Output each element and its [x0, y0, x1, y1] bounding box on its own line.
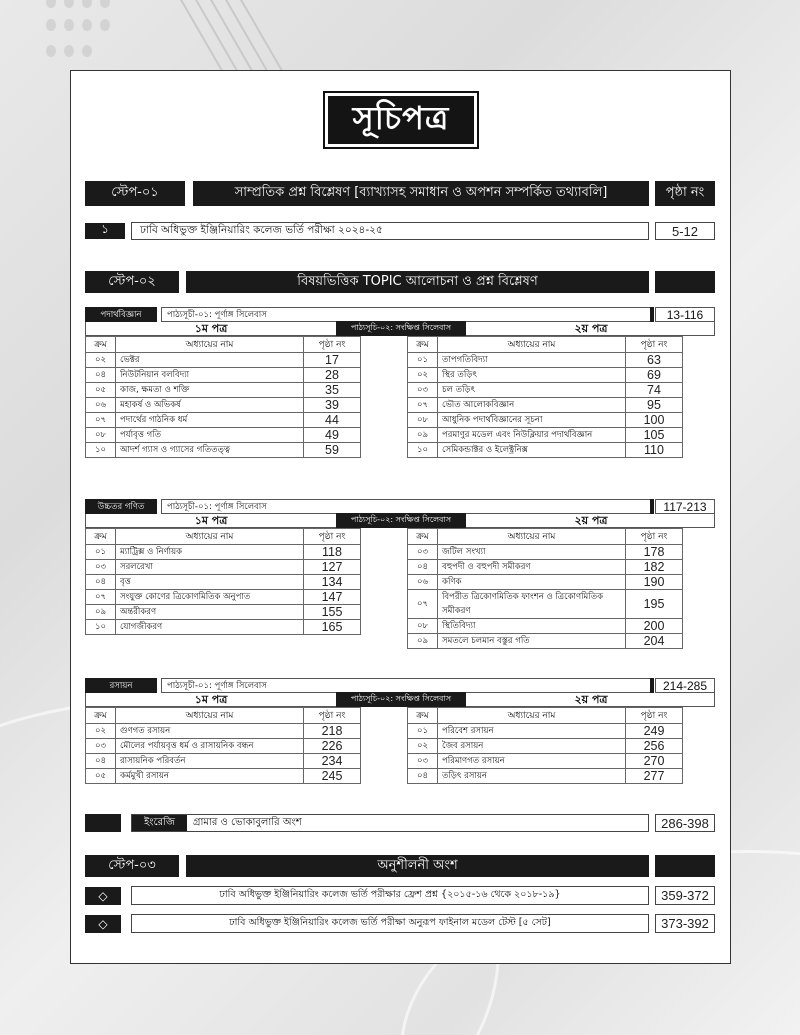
table-row[interactable]: [408, 428, 683, 443]
chapter-page: 155: [304, 605, 361, 620]
chapter-index: ০৪: [86, 368, 116, 383]
table-row[interactable]: [86, 739, 361, 754]
table-header-row: [408, 529, 683, 545]
col-page-header: পৃষ্ঠা নং: [304, 337, 361, 353]
table-row[interactable]: [86, 560, 361, 575]
chapter-index: ০১: [408, 353, 438, 368]
chapter-index: ০২: [408, 739, 438, 754]
diamond-bullet-icon: ◇: [85, 915, 121, 933]
table-row[interactable]: [408, 575, 683, 590]
paper2-label: ২য় পত্র: [574, 514, 608, 527]
table-header-row: [408, 708, 683, 724]
paper-header-row: [85, 514, 715, 528]
subject-section: [85, 499, 715, 648]
col-name-header: অধ্যায়ের নাম: [438, 529, 626, 545]
table-row[interactable]: [408, 368, 683, 383]
table-row[interactable]: [86, 383, 361, 398]
table-row[interactable]: [408, 383, 683, 398]
chapter-index: ০৪: [408, 560, 438, 575]
table-row[interactable]: [408, 634, 683, 649]
step3-item-pages: 373-392: [655, 914, 715, 933]
subject-header: [85, 499, 715, 514]
col-page-header: পৃষ্ঠা নং: [304, 529, 361, 545]
chapter-index: ০৫: [86, 769, 116, 784]
table-row[interactable]: [408, 398, 683, 413]
subject-header: [85, 307, 715, 322]
step3-title: অনুশীলনী অংশ: [186, 855, 649, 877]
step2-label: স্টেপ-০২: [85, 271, 179, 293]
english-marker: [85, 814, 121, 832]
paper1-table: [85, 336, 361, 458]
chapter-index: ০৮: [408, 619, 438, 634]
chapter-page: 39: [304, 398, 361, 413]
chapter-name: মহাকর্ষ ও অভিকর্ষ: [116, 398, 304, 413]
col-name-header: অধ্যায়ের নাম: [116, 708, 304, 724]
chapter-page: 17: [304, 353, 361, 368]
chapter-page: 226: [304, 739, 361, 754]
chapter-name: পরমাণুর মডেল এবং নিউক্লিয়ার পদার্থবিজ্ঞান: [438, 428, 626, 443]
chapter-page: 182: [626, 560, 683, 575]
english-pages: 286-398: [655, 814, 715, 832]
col-index-header: ক্রম: [408, 529, 438, 545]
step2-page-box: [655, 271, 715, 293]
chapter-index: ০৩: [408, 754, 438, 769]
col-index-header: ক্রম: [86, 337, 116, 353]
chapter-page: 147: [304, 590, 361, 605]
subject-name: পদার্থবিজ্ঞান: [85, 307, 157, 322]
chapter-page: 110: [626, 443, 683, 458]
chapter-index: ০৯: [86, 605, 116, 620]
col-index-header: ক্রম: [408, 708, 438, 724]
step3-item-link[interactable]: ঢাবি অধিভুক্ত ইঞ্জিনিয়ারিং কলেজ ভর্তি পরীক্ষার ফ্রেশ প্রশ্ন {২০১৫-১৬ থেকে ২০১৮-১৯}: [131, 886, 649, 905]
chapter-name: বৃত্ত: [116, 575, 304, 590]
chapter-name: জটিল সংখ্যা: [438, 545, 626, 560]
chapter-index: ০৫: [86, 383, 116, 398]
subject-name: উচ্চতর গণিত: [85, 499, 157, 514]
chapter-index: ০৭: [408, 590, 438, 619]
chapter-name: তড়িৎ রসায়ন: [438, 769, 626, 784]
table-row[interactable]: [86, 428, 361, 443]
english-subject-name: ইংরেজি: [132, 815, 187, 831]
divider-bar: [650, 499, 654, 514]
chapter-index: ০১: [86, 545, 116, 560]
chapter-page: 69: [626, 368, 683, 383]
chapter-index: ০৪: [86, 754, 116, 769]
chapter-page: 195: [626, 590, 683, 619]
subject-name: রসায়ন: [85, 678, 157, 693]
table-row[interactable]: [86, 620, 361, 635]
subject-page-range: 214-285: [655, 678, 715, 693]
table-row[interactable]: [86, 590, 361, 605]
chapter-index: ১০: [408, 443, 438, 458]
table-row[interactable]: [408, 353, 683, 368]
col-name-header: অধ্যায়ের নাম: [116, 337, 304, 353]
col-page-header: পৃষ্ঠা নং: [304, 708, 361, 724]
chapter-name: চল তড়িৎ: [438, 383, 626, 398]
chapter-name: নিউটনিয়ান বলবিদ্যা: [116, 368, 304, 383]
chapter-page: 95: [626, 398, 683, 413]
chapter-name: জৈব রসায়ন: [438, 739, 626, 754]
paper1-label: ১ম পত্র: [194, 693, 228, 706]
chapter-name: সমতলে চলমান বস্তুর গতি: [438, 634, 626, 649]
chapter-name: সংযুক্ত কোণের ত্রিকোণমিতিক অনুপাত: [116, 590, 304, 605]
subject-page-range: 13-116: [655, 307, 715, 322]
chapter-index: ০৯: [408, 428, 438, 443]
chapter-page: 204: [626, 634, 683, 649]
step1-item-number: ১: [85, 223, 125, 239]
step3-label: স্টেপ-০৩: [85, 855, 179, 877]
paper-header-row: [85, 322, 715, 336]
chapter-name: তাপগতিবিদ্যা: [438, 353, 626, 368]
chapter-name: আধুনিক পদার্থবিজ্ঞানের সূচনা: [438, 413, 626, 428]
chapter-index: ০১: [408, 724, 438, 739]
chapter-page: 49: [304, 428, 361, 443]
chapter-page: 134: [304, 575, 361, 590]
chapter-name: পরিমাণগত রসায়ন: [438, 754, 626, 769]
chapter-name: বহুপদী ও বহুপদী সমীকরণ: [438, 560, 626, 575]
paper2-label: ২য় পত্র: [574, 693, 608, 706]
paper1-table: [85, 528, 361, 635]
full-syllabus-label: পাঠ্যসূচী-০১: পূর্ণাঙ্গ সিলেবাস: [161, 499, 651, 514]
chapter-page: 165: [304, 620, 361, 635]
chapter-index: ০৭: [86, 590, 116, 605]
english-topic: গ্রামার ও ভোকাবুলারি অংশ: [193, 816, 302, 828]
subject-section: [85, 307, 715, 457]
col-name-header: অধ্যায়ের নাম: [116, 529, 304, 545]
chapter-page: 74: [626, 383, 683, 398]
chapter-name: বিপরীত ত্রিকোণমিতিক ফাংশন ও ত্রিকোণমিতিক সমীকরণ: [438, 590, 626, 619]
chapter-index: ০৭: [86, 413, 116, 428]
chapter-name: কর্মমুখী রসায়ন: [116, 769, 304, 784]
paper1-label: ১ম পত্র: [194, 514, 228, 527]
chapter-name: কণিক: [438, 575, 626, 590]
chapter-index: ০৯: [408, 634, 438, 649]
chapter-index: ১০: [86, 443, 116, 458]
chapter-page: 234: [304, 754, 361, 769]
chapter-page: 277: [626, 769, 683, 784]
divider-bar: [650, 678, 654, 693]
chapter-page: 245: [304, 769, 361, 784]
paper1-table: [85, 707, 361, 784]
chapter-page: 249: [626, 724, 683, 739]
chapter-name: স্থির তড়িৎ: [438, 368, 626, 383]
col-name-header: অধ্যায়ের নাম: [438, 708, 626, 724]
chapter-name: পরিবেশ রসায়ন: [438, 724, 626, 739]
chapter-page: 105: [626, 428, 683, 443]
chapter-name: ভেক্টর: [116, 353, 304, 368]
english-row[interactable]: [131, 814, 649, 832]
full-syllabus-label: পাঠ্যসূচী-০১: পূর্ণাঙ্গ সিলেবাস: [161, 678, 651, 693]
table-row[interactable]: [408, 560, 683, 575]
chapter-name: ম্যাট্রিক্স ও নির্ণায়ক: [116, 545, 304, 560]
table-row[interactable]: [86, 443, 361, 458]
chapter-name: ভৌত আলোকবিজ্ঞান: [438, 398, 626, 413]
page-title: সূচিপত্র: [328, 96, 474, 144]
step1-label: স্টেপ-০১: [85, 181, 185, 206]
chapter-index: ০২: [86, 724, 116, 739]
chapter-page: 44: [304, 413, 361, 428]
col-name-header: অধ্যায়ের নাম: [438, 337, 626, 353]
paper2-label: ২য় পত্র: [574, 322, 608, 335]
subject-header: [85, 678, 715, 693]
table-row[interactable]: [86, 575, 361, 590]
chapter-page: 59: [304, 443, 361, 458]
short-syllabus-label: পাঠ্যসূচি-০২: সংক্ষিপ্ত সিলেবাস: [336, 692, 466, 707]
table-row[interactable]: [86, 769, 361, 784]
chapter-index: ০৮: [408, 413, 438, 428]
chapter-page: 218: [304, 724, 361, 739]
toc-page: [70, 70, 731, 964]
table-header-row: [86, 529, 361, 545]
table-row[interactable]: [408, 739, 683, 754]
col-page-header: পৃষ্ঠা নং: [626, 708, 683, 724]
step2-title: বিষয়ভিত্তিক TOPIC আলোচনা ও প্রশ্ন বিশ্লেষণ: [186, 271, 649, 293]
chapter-page: 178: [626, 545, 683, 560]
chapter-index: ০৩: [86, 560, 116, 575]
col-page-header: পৃষ্ঠা নং: [626, 337, 683, 353]
table-row[interactable]: [86, 398, 361, 413]
chapter-page: 100: [626, 413, 683, 428]
chapter-name: পদার্থের গাঠনিক ধর্ম: [116, 413, 304, 428]
step1-item-pages: 5-12: [655, 222, 715, 240]
full-syllabus-label: পাঠ্যসূচী-০১: পূর্ণাঙ্গ সিলেবাস: [161, 307, 651, 322]
paper2-table: [407, 528, 683, 649]
table-row[interactable]: [86, 754, 361, 769]
diamond-bullet-icon: ◇: [85, 887, 121, 905]
chapter-name: মৌলের পর্যায়বৃত্ত ধর্ম ও রাসায়নিক বন্ধন: [116, 739, 304, 754]
chapter-index: ০২: [408, 368, 438, 383]
table-header-row: [86, 337, 361, 353]
chapter-name: অন্তরীকরণ: [116, 605, 304, 620]
chapter-index: ০৪: [408, 769, 438, 784]
chapter-page: 256: [626, 739, 683, 754]
table-row[interactable]: [86, 545, 361, 560]
table-row[interactable]: [86, 724, 361, 739]
chapter-page: 190: [626, 575, 683, 590]
col-page-header: পৃষ্ঠা নং: [626, 529, 683, 545]
table-row[interactable]: [408, 724, 683, 739]
paper-header-row: [85, 693, 715, 707]
chapter-page: 127: [304, 560, 361, 575]
table-header-row: [86, 708, 361, 724]
step1-title: সাম্প্রতিক প্রশ্ন বিশ্লেষণ [ব্যাখ্যাসহ সমাধান ও অপশন সম্পর্কিত তথ্যাবলি]: [193, 181, 649, 206]
page-no-header: পৃষ্ঠা নং: [655, 181, 715, 206]
chapter-name: স্থিতিবিদ্যা: [438, 619, 626, 634]
table-row[interactable]: [86, 413, 361, 428]
table-row[interactable]: [408, 545, 683, 560]
chapter-name: পর্যাবৃত্ত গতি: [116, 428, 304, 443]
col-index-header: ক্রম: [408, 337, 438, 353]
chapter-index: ০৬: [408, 575, 438, 590]
chapter-page: 118: [304, 545, 361, 560]
chapter-page: 63: [626, 353, 683, 368]
chapter-index: ০৭: [408, 398, 438, 413]
chapter-name: রাসায়নিক পরিবর্তন: [116, 754, 304, 769]
paper1-label: ১ম পত্র: [194, 322, 228, 335]
table-row[interactable]: [408, 769, 683, 784]
chapter-page: 35: [304, 383, 361, 398]
chapter-name: কাজ, ক্ষমতা ও শক্তি: [116, 383, 304, 398]
col-index-header: ক্রম: [86, 529, 116, 545]
chapter-page: 200: [626, 619, 683, 634]
table-row[interactable]: [86, 353, 361, 368]
table-row[interactable]: [86, 605, 361, 620]
chapter-index: ০৩: [408, 545, 438, 560]
chapter-index: ০৬: [86, 398, 116, 413]
chapter-name: গুণগত রসায়ন: [116, 724, 304, 739]
title-frame: [323, 91, 479, 149]
table-row[interactable]: [408, 754, 683, 769]
chapter-page: 270: [626, 754, 683, 769]
step3-item-link[interactable]: ঢাবি অধিভুক্ত ইঞ্জিনিয়ারিং কলেজ ভর্তি পরীক্ষা অনুরূপ ফাইনাল মডেল টেস্ট [৫ সেট]: [131, 914, 649, 933]
chapter-index: ০৩: [86, 739, 116, 754]
short-syllabus-label: পাঠ্যসূচি-০২: সংক্ষিপ্ত সিলেবাস: [336, 513, 466, 528]
divider-bar: [650, 307, 654, 322]
chapter-name: সেমিকন্ডাক্টর ও ইলেক্ট্রনিক্স: [438, 443, 626, 458]
subject-section: [85, 678, 715, 783]
step3-page-box: [655, 855, 715, 877]
col-index-header: ক্রম: [86, 708, 116, 724]
chapter-name: সরলরেখা: [116, 560, 304, 575]
chapter-name: যোগজীকরণ: [116, 620, 304, 635]
short-syllabus-label: পাঠ্যসূচি-০২: সংক্ষিপ্ত সিলেবাস: [336, 321, 466, 336]
table-row[interactable]: [408, 590, 683, 619]
step3-item-pages: 359-372: [655, 886, 715, 905]
chapter-index: ০৪: [86, 575, 116, 590]
table-row[interactable]: [408, 443, 683, 458]
step1-item-link[interactable]: ঢাবি অধিভুক্ত ইঞ্জিনিয়ারিং কলেজ ভর্তি পরীক্ষা ২০২৪-২৫: [131, 222, 649, 240]
chapter-index: ০৮: [86, 428, 116, 443]
table-row[interactable]: [86, 368, 361, 383]
table-row[interactable]: [408, 413, 683, 428]
paper2-table: [407, 707, 683, 784]
subject-page-range: 117-213: [655, 499, 715, 514]
chapter-name: আদর্শ গ্যাস ও গ্যাসের গতিতত্ত্ব: [116, 443, 304, 458]
table-header-row: [408, 337, 683, 353]
chapter-index: ০২: [86, 353, 116, 368]
paper2-table: [407, 336, 683, 458]
chapter-index: ১০: [86, 620, 116, 635]
chapter-page: 28: [304, 368, 361, 383]
chapter-index: ০৩: [408, 383, 438, 398]
table-row[interactable]: [408, 619, 683, 634]
